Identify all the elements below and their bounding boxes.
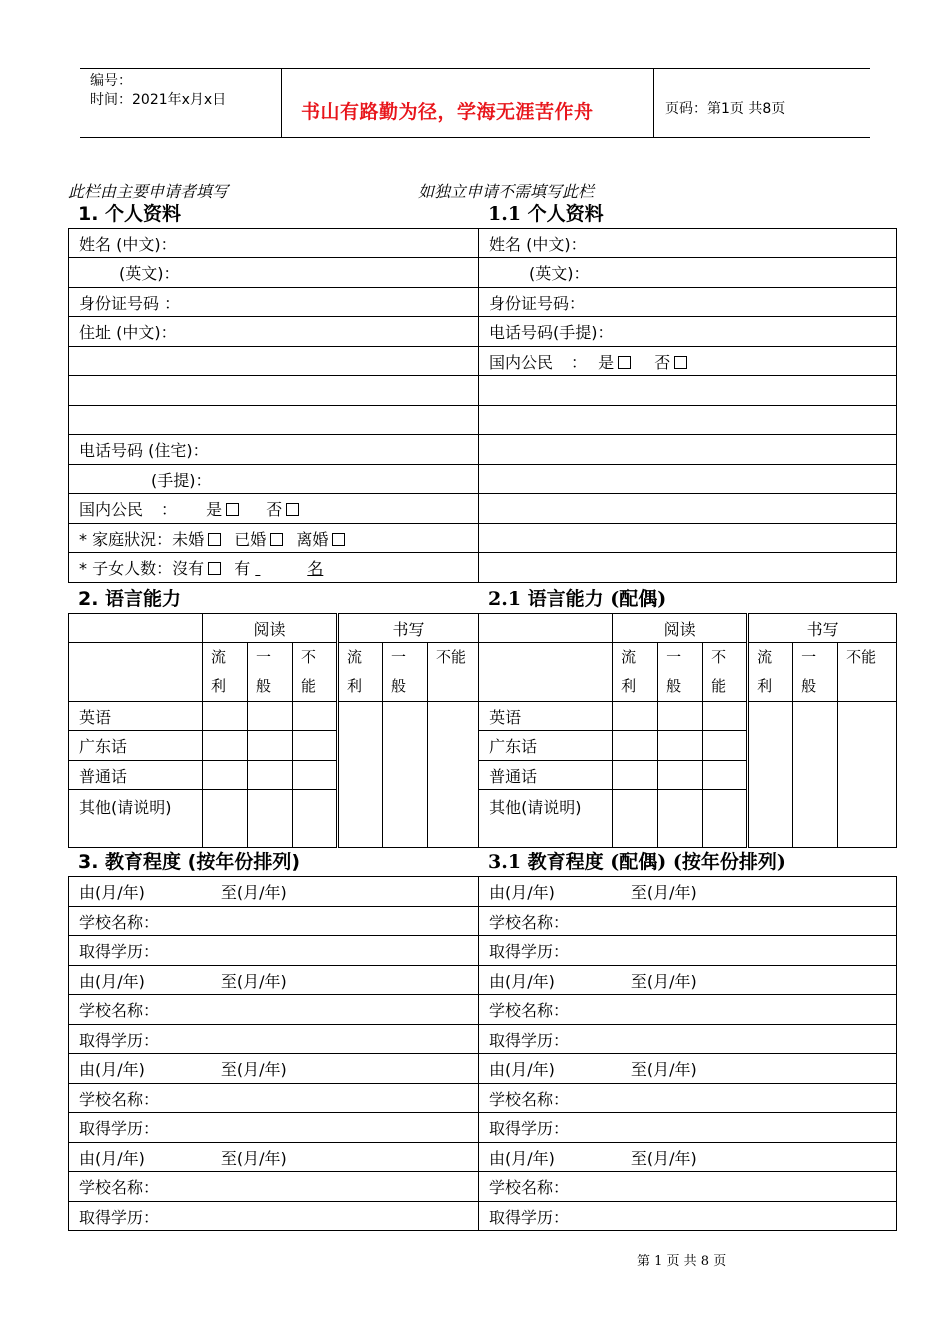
language-cell[interactable] (338, 702, 383, 848)
language-cell[interactable] (293, 790, 338, 848)
blank-cell (479, 553, 897, 583)
name-cn-field[interactable]: 姓名 (中文)： (69, 229, 479, 258)
language-cell[interactable] (658, 702, 703, 731)
note-main-applicant: 此栏由主要申请者填写 (68, 182, 229, 201)
home-phone-field[interactable]: 电话号码 (住宅)： (69, 435, 479, 465)
general-header: 一 般 (248, 643, 293, 702)
blank-cell (479, 614, 613, 643)
blank-cell (479, 465, 897, 494)
marital-status-field: * 家庭狀況：未婚 已婚 离婚 (69, 524, 479, 553)
language-cell[interactable] (428, 702, 479, 848)
unmarried-checkbox[interactable] (208, 533, 221, 546)
school-name-field[interactable]: 学校名称： (69, 1172, 479, 1202)
blank-cell (69, 614, 203, 643)
language-row-label: 普通话 (69, 761, 203, 790)
spouse-mobile-field[interactable]: 电话号码(手提)： (479, 317, 897, 347)
spouse-degree-field[interactable]: 取得学历： (479, 936, 897, 966)
personal-info-table (68, 228, 897, 583)
language-cell[interactable] (203, 702, 248, 731)
language-cell[interactable] (248, 702, 293, 731)
education-table (68, 876, 897, 1231)
spouse-read-header: 阅读 (613, 614, 748, 643)
language-cell[interactable] (248, 731, 293, 761)
spouse-education-period-field[interactable]: 由(月/年) 至(月/年) (479, 1054, 897, 1084)
general-header: 一 般 (383, 643, 428, 702)
degree-field[interactable]: 取得学历： (69, 1202, 479, 1231)
language-cell[interactable] (703, 761, 748, 790)
blank-cell (479, 376, 897, 406)
children-field: * 子女人数：沒有 有 名 (69, 553, 479, 583)
language-cell[interactable] (613, 761, 658, 790)
language-cell[interactable] (658, 790, 703, 848)
language-cell[interactable] (703, 731, 748, 761)
spouse-education-period-field[interactable]: 由(月/年) 至(月/年) (479, 966, 897, 995)
degree-field[interactable]: 取得学历： (69, 1113, 479, 1143)
language-cell[interactable] (838, 702, 897, 848)
language-cell[interactable] (293, 731, 338, 761)
citizen-no-checkbox[interactable] (286, 503, 299, 516)
language-cell[interactable] (793, 702, 838, 848)
address-line[interactable] (69, 347, 479, 376)
language-cell[interactable] (203, 731, 248, 761)
language-cell[interactable] (613, 702, 658, 731)
spouse-name-en-field[interactable]: (英文)： (479, 258, 897, 288)
spouse-school-name-field[interactable]: 学校名称： (479, 1172, 897, 1202)
language-cell[interactable] (383, 702, 428, 848)
spouse-degree-field[interactable]: 取得学历： (479, 1202, 897, 1231)
language-cell[interactable] (703, 790, 748, 848)
language-cell[interactable] (613, 731, 658, 761)
section-personal-title: 1. 个人资料 (78, 203, 182, 225)
spouse-degree-field[interactable]: 取得学历： (479, 1025, 897, 1054)
language-row-label: 英语 (69, 702, 203, 731)
section-education-spouse-title: 3.1 教育程度 (配偶) (按年份排列) (488, 851, 786, 873)
language-row-label: 其他(请说明) (69, 790, 203, 848)
address-line[interactable] (69, 406, 479, 435)
language-row-label: 广东话 (69, 731, 203, 761)
fluent-header: 流 利 (613, 643, 658, 702)
citizen-yes-checkbox[interactable] (226, 503, 239, 516)
degree-field[interactable]: 取得学历： (69, 1025, 479, 1054)
language-cell[interactable] (293, 761, 338, 790)
id-number-field[interactable]: 身份证号码 ： (69, 288, 479, 317)
spouse-write-header: 书写 (748, 614, 897, 643)
language-cell[interactable] (658, 761, 703, 790)
school-name-field[interactable]: 学校名称： (69, 1084, 479, 1113)
blank-cell (479, 643, 613, 702)
language-cell[interactable] (293, 702, 338, 731)
blank-cell (69, 643, 203, 702)
language-row-label: 普通话 (479, 761, 613, 790)
unable-header: 不能 (838, 643, 897, 702)
fluent-header: 流 利 (748, 643, 793, 702)
general-header: 一 般 (658, 643, 703, 702)
education-period-field[interactable]: 由(月/年) 至(月/年) (69, 1143, 479, 1172)
blank-cell (479, 494, 897, 524)
page-header (80, 68, 870, 138)
time-label: 时间：2021年x月x日 (90, 92, 227, 108)
language-cell[interactable] (203, 790, 248, 848)
section-language-spouse-title: 2.1 语言能力 (配偶) (488, 588, 667, 610)
education-period-field[interactable]: 由(月/年) 至(月/年) (69, 877, 479, 907)
header-divider (281, 69, 282, 137)
header-divider (653, 69, 654, 137)
header-motto: 书山有路勤为径，学海无涯苦作舟 (301, 101, 594, 123)
language-cell[interactable] (658, 731, 703, 761)
language-row-label: 广东话 (479, 731, 613, 761)
spouse-school-name-field[interactable]: 学校名称： (479, 907, 897, 936)
fluent-header: 流 利 (203, 643, 248, 702)
fluent-header: 流 利 (338, 643, 383, 702)
spouse-citizen-field: 国内公民 ： 是 否 (479, 347, 897, 376)
spouse-school-name-field[interactable]: 学校名称： (479, 1084, 897, 1113)
language-table (68, 613, 897, 848)
note-independent: 如独立申请不需填写此栏 (418, 182, 595, 201)
serial-label: 编号： (90, 73, 132, 89)
language-row-label: 其他(请说明) (479, 790, 613, 848)
spouse-education-period-field[interactable]: 由(月/年) 至(月/年) (479, 877, 897, 907)
language-cell[interactable] (248, 761, 293, 790)
language-cell[interactable] (203, 761, 248, 790)
spouse-degree-field[interactable]: 取得学历： (479, 1113, 897, 1143)
general-header: 一 般 (793, 643, 838, 702)
divorced-checkbox[interactable] (332, 533, 345, 546)
unable-header: 不能 (428, 643, 479, 702)
married-checkbox[interactable] (270, 533, 283, 546)
children-count-blank[interactable] (255, 559, 307, 578)
section-personal-spouse-title: 1.1 个人资料 (488, 203, 604, 225)
language-row-label: 英语 (479, 702, 613, 731)
citizen-field: 国内公民 ： 是 否 (69, 494, 479, 524)
unable-header: 不 能 (293, 643, 338, 702)
header-page-label: 页码：第1页 共8页 (665, 101, 786, 117)
blank-cell (479, 406, 897, 435)
write-header: 书写 (338, 614, 479, 643)
school-name-field[interactable]: 学校名称： (69, 995, 479, 1025)
language-cell[interactable] (248, 790, 293, 848)
mobile-field[interactable]: (手提)： (69, 465, 479, 494)
address-line[interactable] (69, 376, 479, 406)
education-period-field[interactable]: 由(月/年) 至(月/年) (69, 1054, 479, 1084)
section-education-title: 3. 教育程度 (按年份排列) (78, 851, 301, 873)
no-children-checkbox[interactable] (208, 562, 221, 575)
school-name-field[interactable]: 学校名称： (69, 907, 479, 936)
unable-header: 不 能 (703, 643, 748, 702)
blank-cell (479, 435, 897, 465)
page-footer: 第 1 页 共 8 页 (637, 1254, 727, 1269)
address-field[interactable]: 住址 (中文)： (69, 317, 479, 347)
read-header: 阅读 (203, 614, 338, 643)
citizen-yes-checkbox[interactable] (618, 356, 631, 369)
spouse-id-number-field[interactable]: 身份证号码： (479, 288, 897, 317)
education-period-field[interactable]: 由(月/年) 至(月/年) (69, 966, 479, 995)
language-cell[interactable] (748, 702, 793, 848)
degree-field[interactable]: 取得学历： (69, 936, 479, 966)
name-en-field[interactable]: (英文)： (69, 258, 479, 288)
blank-cell (479, 524, 897, 553)
language-cell[interactable] (613, 790, 658, 848)
spouse-school-name-field[interactable]: 学校名称： (479, 995, 897, 1025)
language-cell[interactable] (703, 702, 748, 731)
spouse-name-cn-field[interactable]: 姓名 (中文)： (479, 229, 897, 258)
citizen-no-checkbox[interactable] (674, 356, 687, 369)
spouse-education-period-field[interactable]: 由(月/年) 至(月/年) (479, 1143, 897, 1172)
section-language-title: 2. 语言能力 (78, 588, 182, 610)
